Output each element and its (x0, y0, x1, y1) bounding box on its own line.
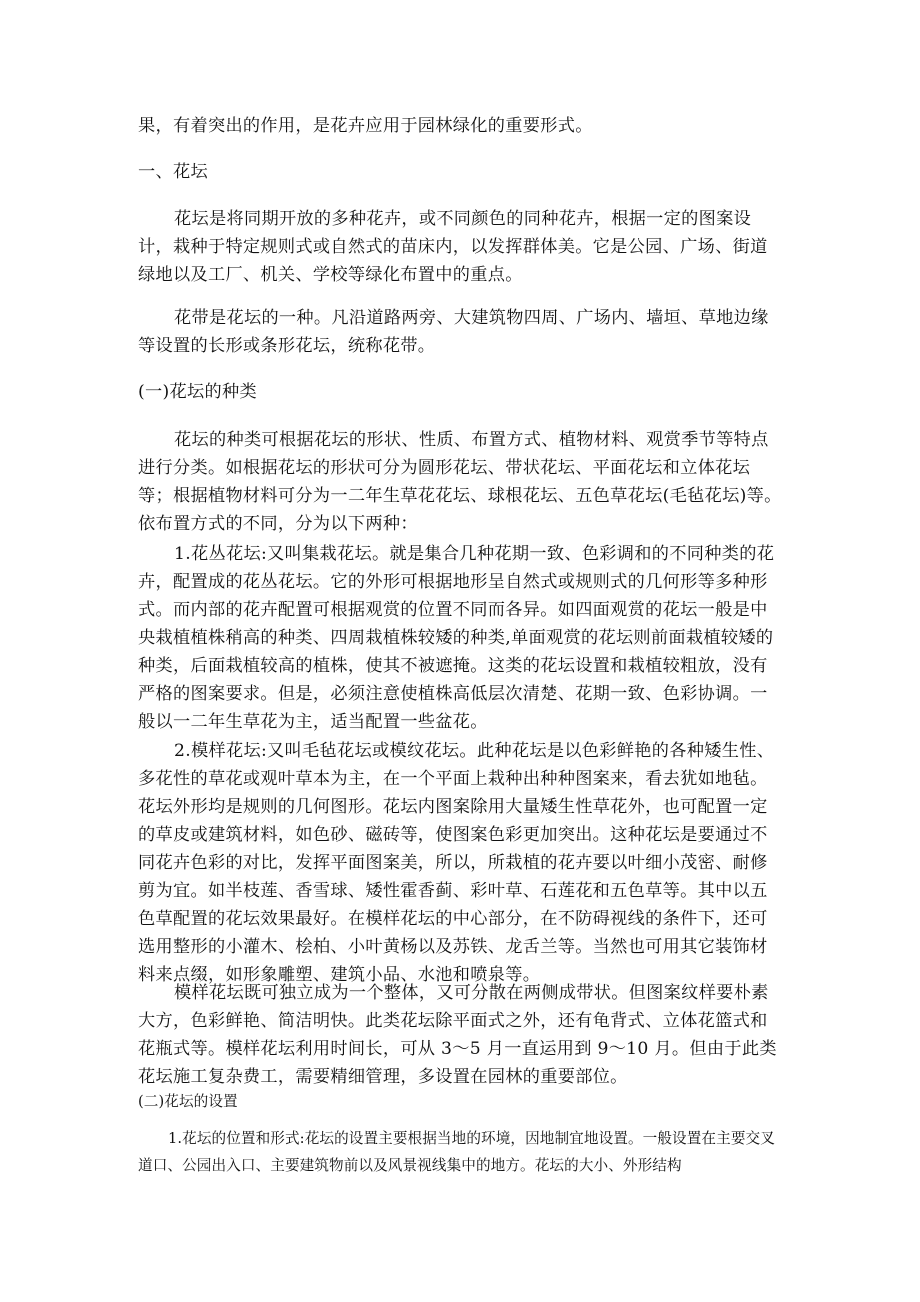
paragraph-pattern-bed-usage: 模样花坛既可独立成为一个整体，又可分散在两侧成带状。但图案纹样要朴素大方，色彩鲜艳、简洁明快。此类花坛除平面式之外，还有龟背式、立体花篮式和花瓶式等。模样花坛利用时间长，可从 3～5 月一直运用到 9～10 月。但由于此类花坛施工复杂费工，需要精细管理，多设置在园林的重要部位。 (138, 983, 777, 1087)
subheading-flower-bed-types: (一)花坛的种类 (138, 382, 257, 402)
paragraph-flower-belt: 花带是花坛的一种。凡沿道路两旁、大建筑物四周、广场内、墙垣、草地边缘等设置的长形或条形花坛，统称花带。 (138, 308, 769, 356)
paragraph-continuation: 果，有着突出的作用，是花卉应用于园林绿化的重要形式。 (138, 116, 593, 136)
paragraph-cluster-flower-bed: 1.花丛花坛:又叫集栽花坛。就是集合几种花期一致、色彩调和的不同种类的花卉，配置成的花丛花坛。它的外形可根据地形呈自然式或规则式的几何形等多种形式。而内部的花卉配置可根据观赏的位置不同而各异。如四面观赏的花坛一般是中央栽植植株稍高的种类、四周栽植株较矮的种类,单面观赏的花坛则前面栽植较矮的种类，后面栽植较高的植株，使其不被遮掩。这类的花坛设置和栽植较粗放，没有严格的图案要求。但是，必须注意使植株高低层次清楚、花期一致、色彩协调。一般以一二年生草花为主，适当配置一些盆花。 (138, 544, 775, 732)
paragraph-flower-bed-definition: 花坛是将同期开放的多种花卉，或不同颜色的同种花卉，根据一定的图案设计，栽种于特定规则式或自然式的苗床内，以发挥群体美。它是公园、广场、街道绿地以及工厂、机关、学校等绿化布置中的重点。 (138, 209, 768, 285)
paragraph-flower-bed-classification: 花坛的种类可根据花坛的形状、性质、布置方式、植物材料、观赏季节等特点进行分类。如根据花坛的形状可分为圆形花坛、带状花坛、平面花坛和立体花坛等；根据植物材料可分为一二年生草花花坛、球根花坛、五色草花坛(毛毡花坛)等。依布置方式的不同，分为以下两种： (138, 430, 782, 534)
subheading-flower-bed-setup: (二)花坛的设置 (138, 1093, 238, 1110)
paragraph-pattern-flower-bed: 2.模样花坛:又叫毛毡花坛或模纹花坛。此种花坛是以色彩鲜艳的各种矮生性、多花性的草花或观叶草本为主，在一个平面上栽种出种种图案来，看去犹如地毡。花坛外形均是规则的几何图形。花坛内图案除用大量矮生性草花外，也可配置一定的草皮或建筑材料，如色砂、磁砖等，使图案色彩更加突出。这种花坛是要通过不同花卉色彩的对比，发挥平面图案美，所以，所栽植的花卉要以叶细小茂密、耐修剪为宜。如半枝莲、香雪球、矮性霍香蓟、彩叶草、石莲花和五色草等。其中以五色草配置的花坛效果最好。在模样花坛的中心部分，在不防碍视线的条件下，还可选用整形的小灌木、桧柏、小叶黄杨以及苏铁、龙舌兰等。当然也可用其它装饰材料来点缀，如形象雕塑、建筑小品、水池和喷泉等。 (138, 741, 775, 985)
paragraph-flower-bed-location: 1.花坛的位置和形式:花坛的设置主要根据当地的环境，因地制宜地设置。一般设置在主要交叉道口、公园出入口、主要建筑物前以及风景视线集中的地方。花坛的大小、外形结构 (138, 1130, 775, 1174)
section-heading-flower-bed: 一、花坛 (138, 162, 208, 182)
